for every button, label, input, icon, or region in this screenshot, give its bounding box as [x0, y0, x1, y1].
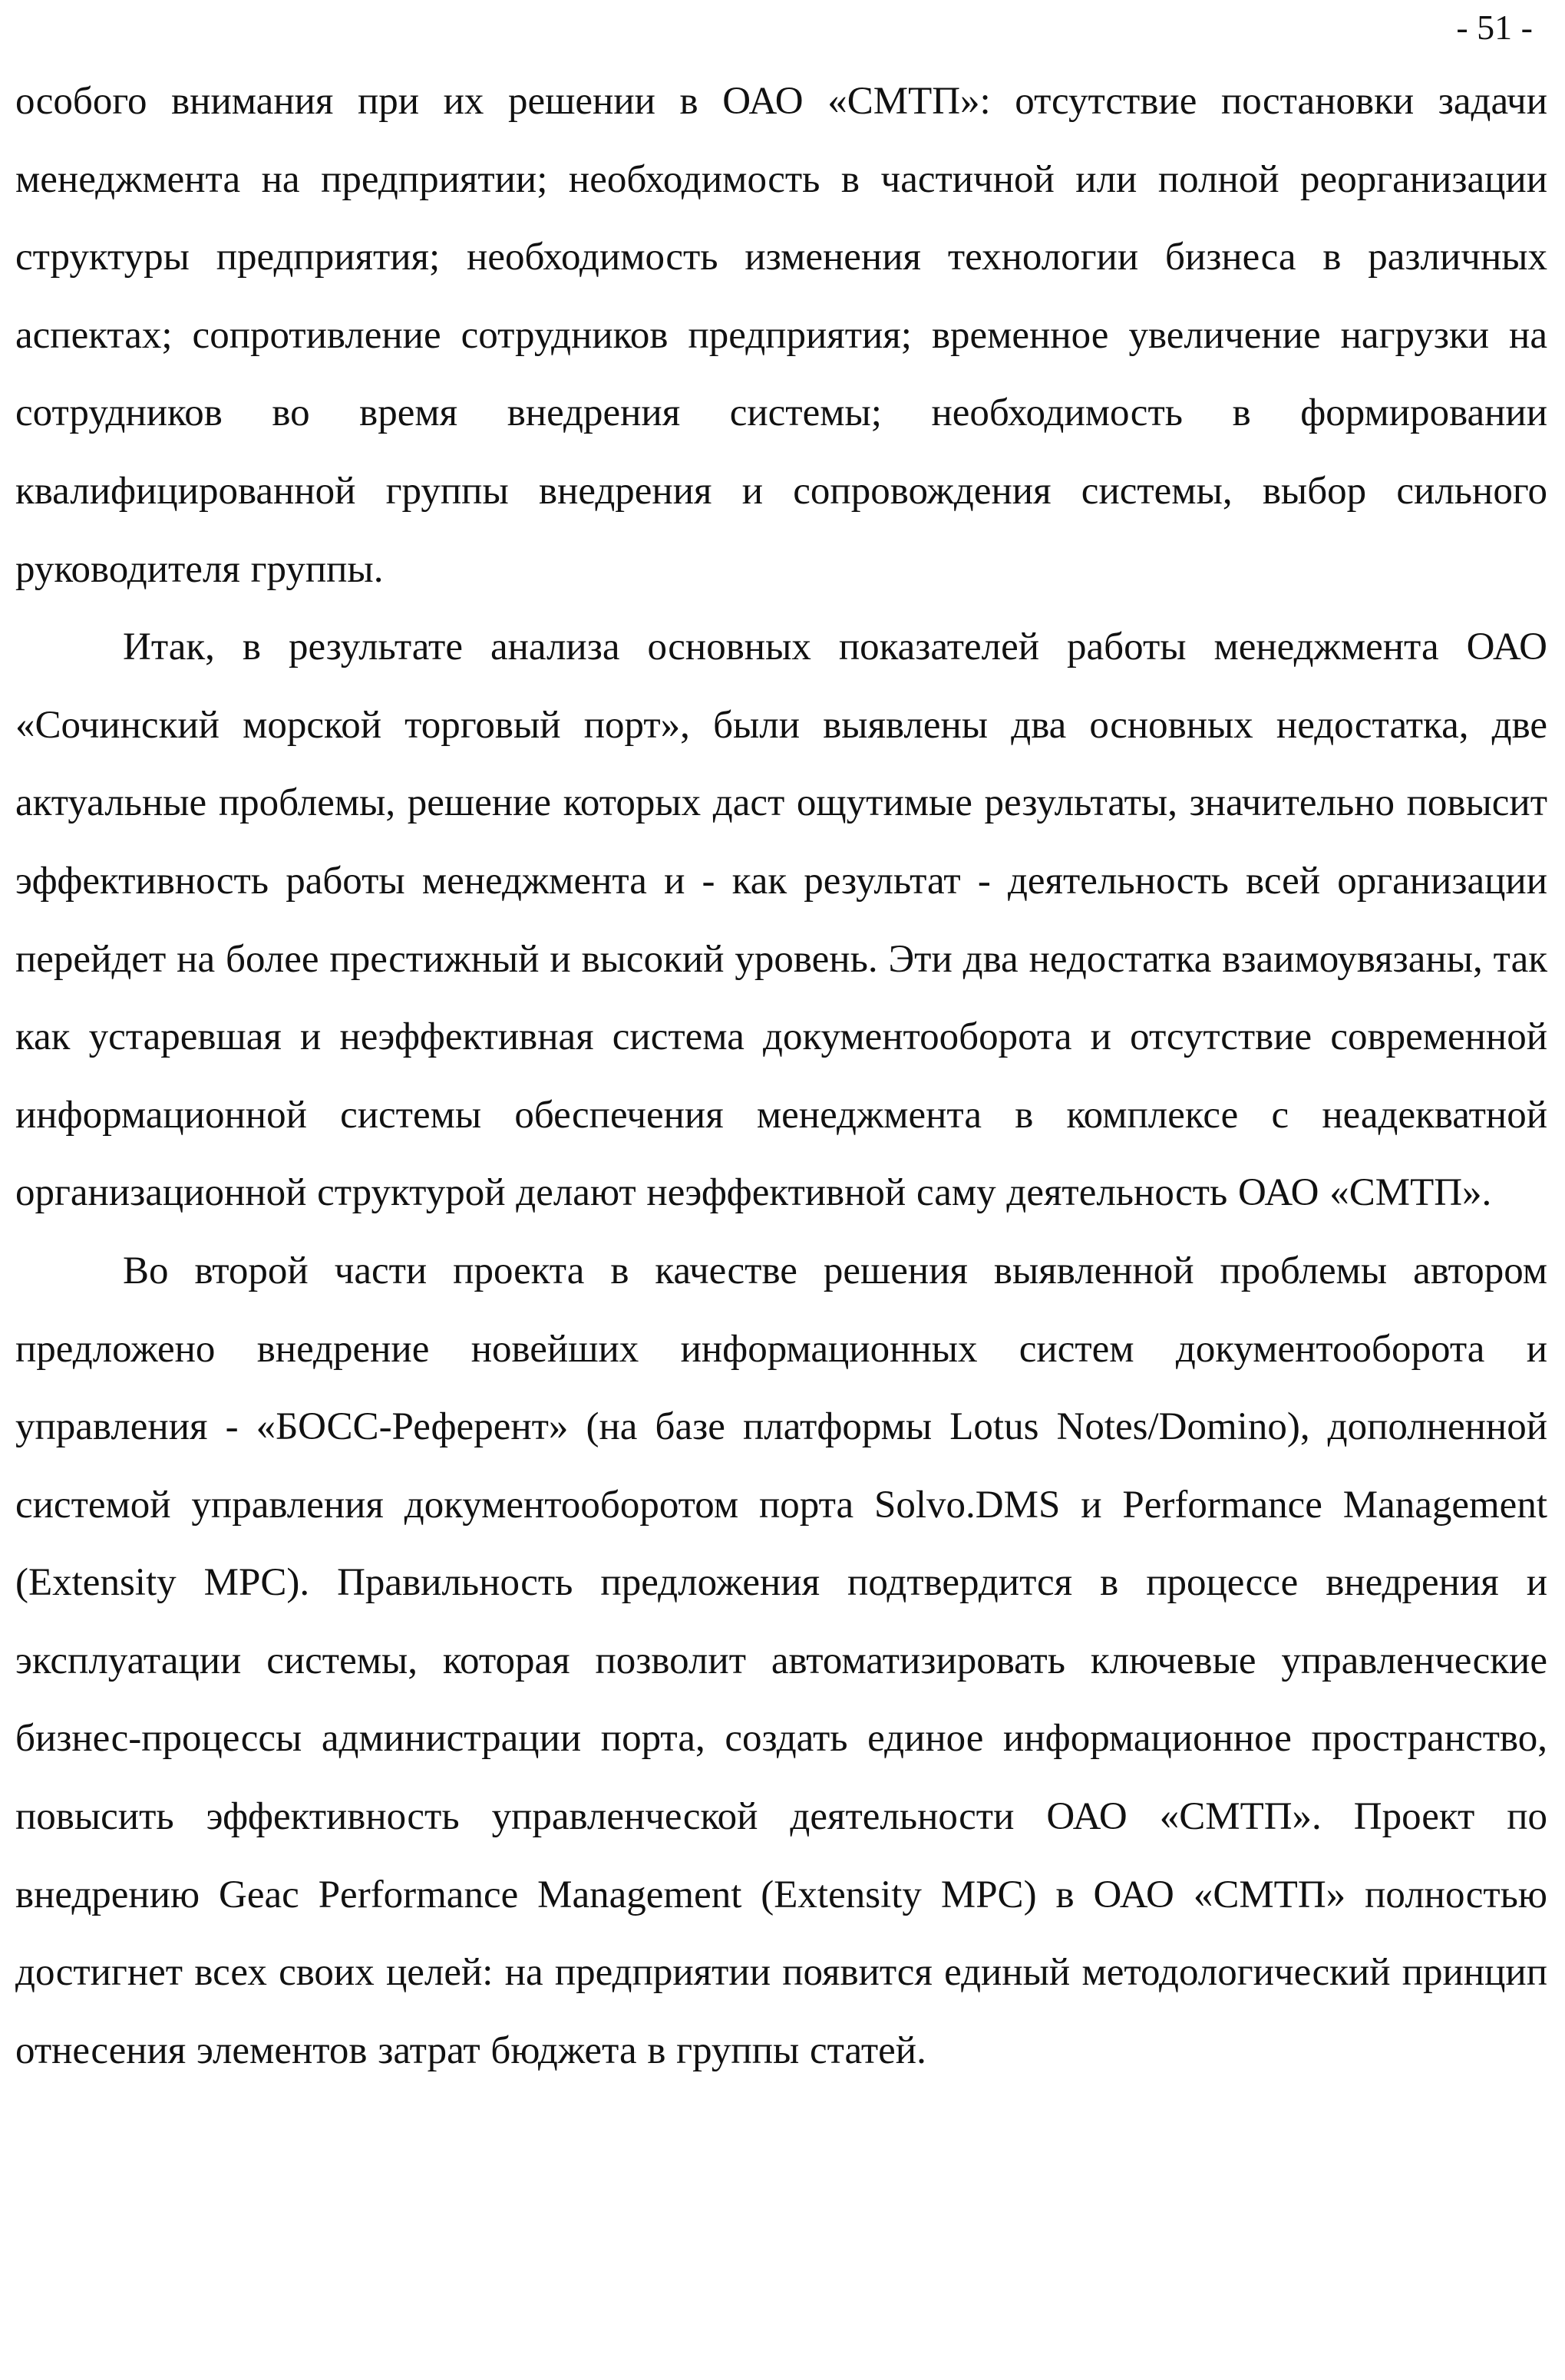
paragraph-analysis-results: Итак, в результате анализа основных показателей работы менеджмента ОАО «Сочинский морской торговый порт», были выявлены два основных недостатка, две актуальные проблемы, решение которых даст ощутимые результаты, значительно повысит эффективность работы менеджмента и - как результат - деятельность всей организации перейдет на более престижный и высокий уровень. Эти два недостатка взаимоувязаны, так как устаревшая и неэффективная система документооборота и отсутствие современной информационной системы обеспечения менеджмента в комплексе с неадекватной организационной структурой делают неэффективной саму деятельность ОАО «СМТП».: [15, 626, 1547, 1215]
paragraph-project-proposal: Во второй части проекта в качестве решения выявленной проблемы автором предложено внедрение новейших информационных систем документооборота и управления - «БОСС-Референт» (на базе платформы Lotus Notes/Domino), дополненной системой управления документооборотом порта Solvo.DMS и Performance Management (Extensity MPC). Правильность предложения подтвердится в процессе внедрения и эксплуатации системы, которая позволит автоматизировать ключевые управленческие бизнес-процессы администрации порта, создать единое информационное пространство, повысить эффективность управленческой деятельности ОАО «СМТП». Проект по внедрению Geac Performance Management (Extensity MPC) в ОАО «СМТП» полностью достигнет всех своих целей: на предприятии появится единый методологический принцип отнесения элементов затрат бюджета в группы статей.: [15, 1249, 1547, 2072]
document-body: [15, 63, 1547, 2090]
paragraph-continuation: особого внимания при их решении в ОАО «СМТП»: отсутствие постановки задачи менеджмента на предприятии; необходимость в частичной или полной реорганизации структуры предприятия; необходимость изменения технологии бизнеса в различных аспектах; сопротивление сотрудников предприятия; временное увеличение нагрузки на сотрудников во время внедрения системы; необходимость в формировании квалифицированной группы внедрения и сопровождения системы, выбор сильного руководителя группы.: [15, 80, 1547, 591]
page-number: - 51 -: [1456, 8, 1533, 47]
